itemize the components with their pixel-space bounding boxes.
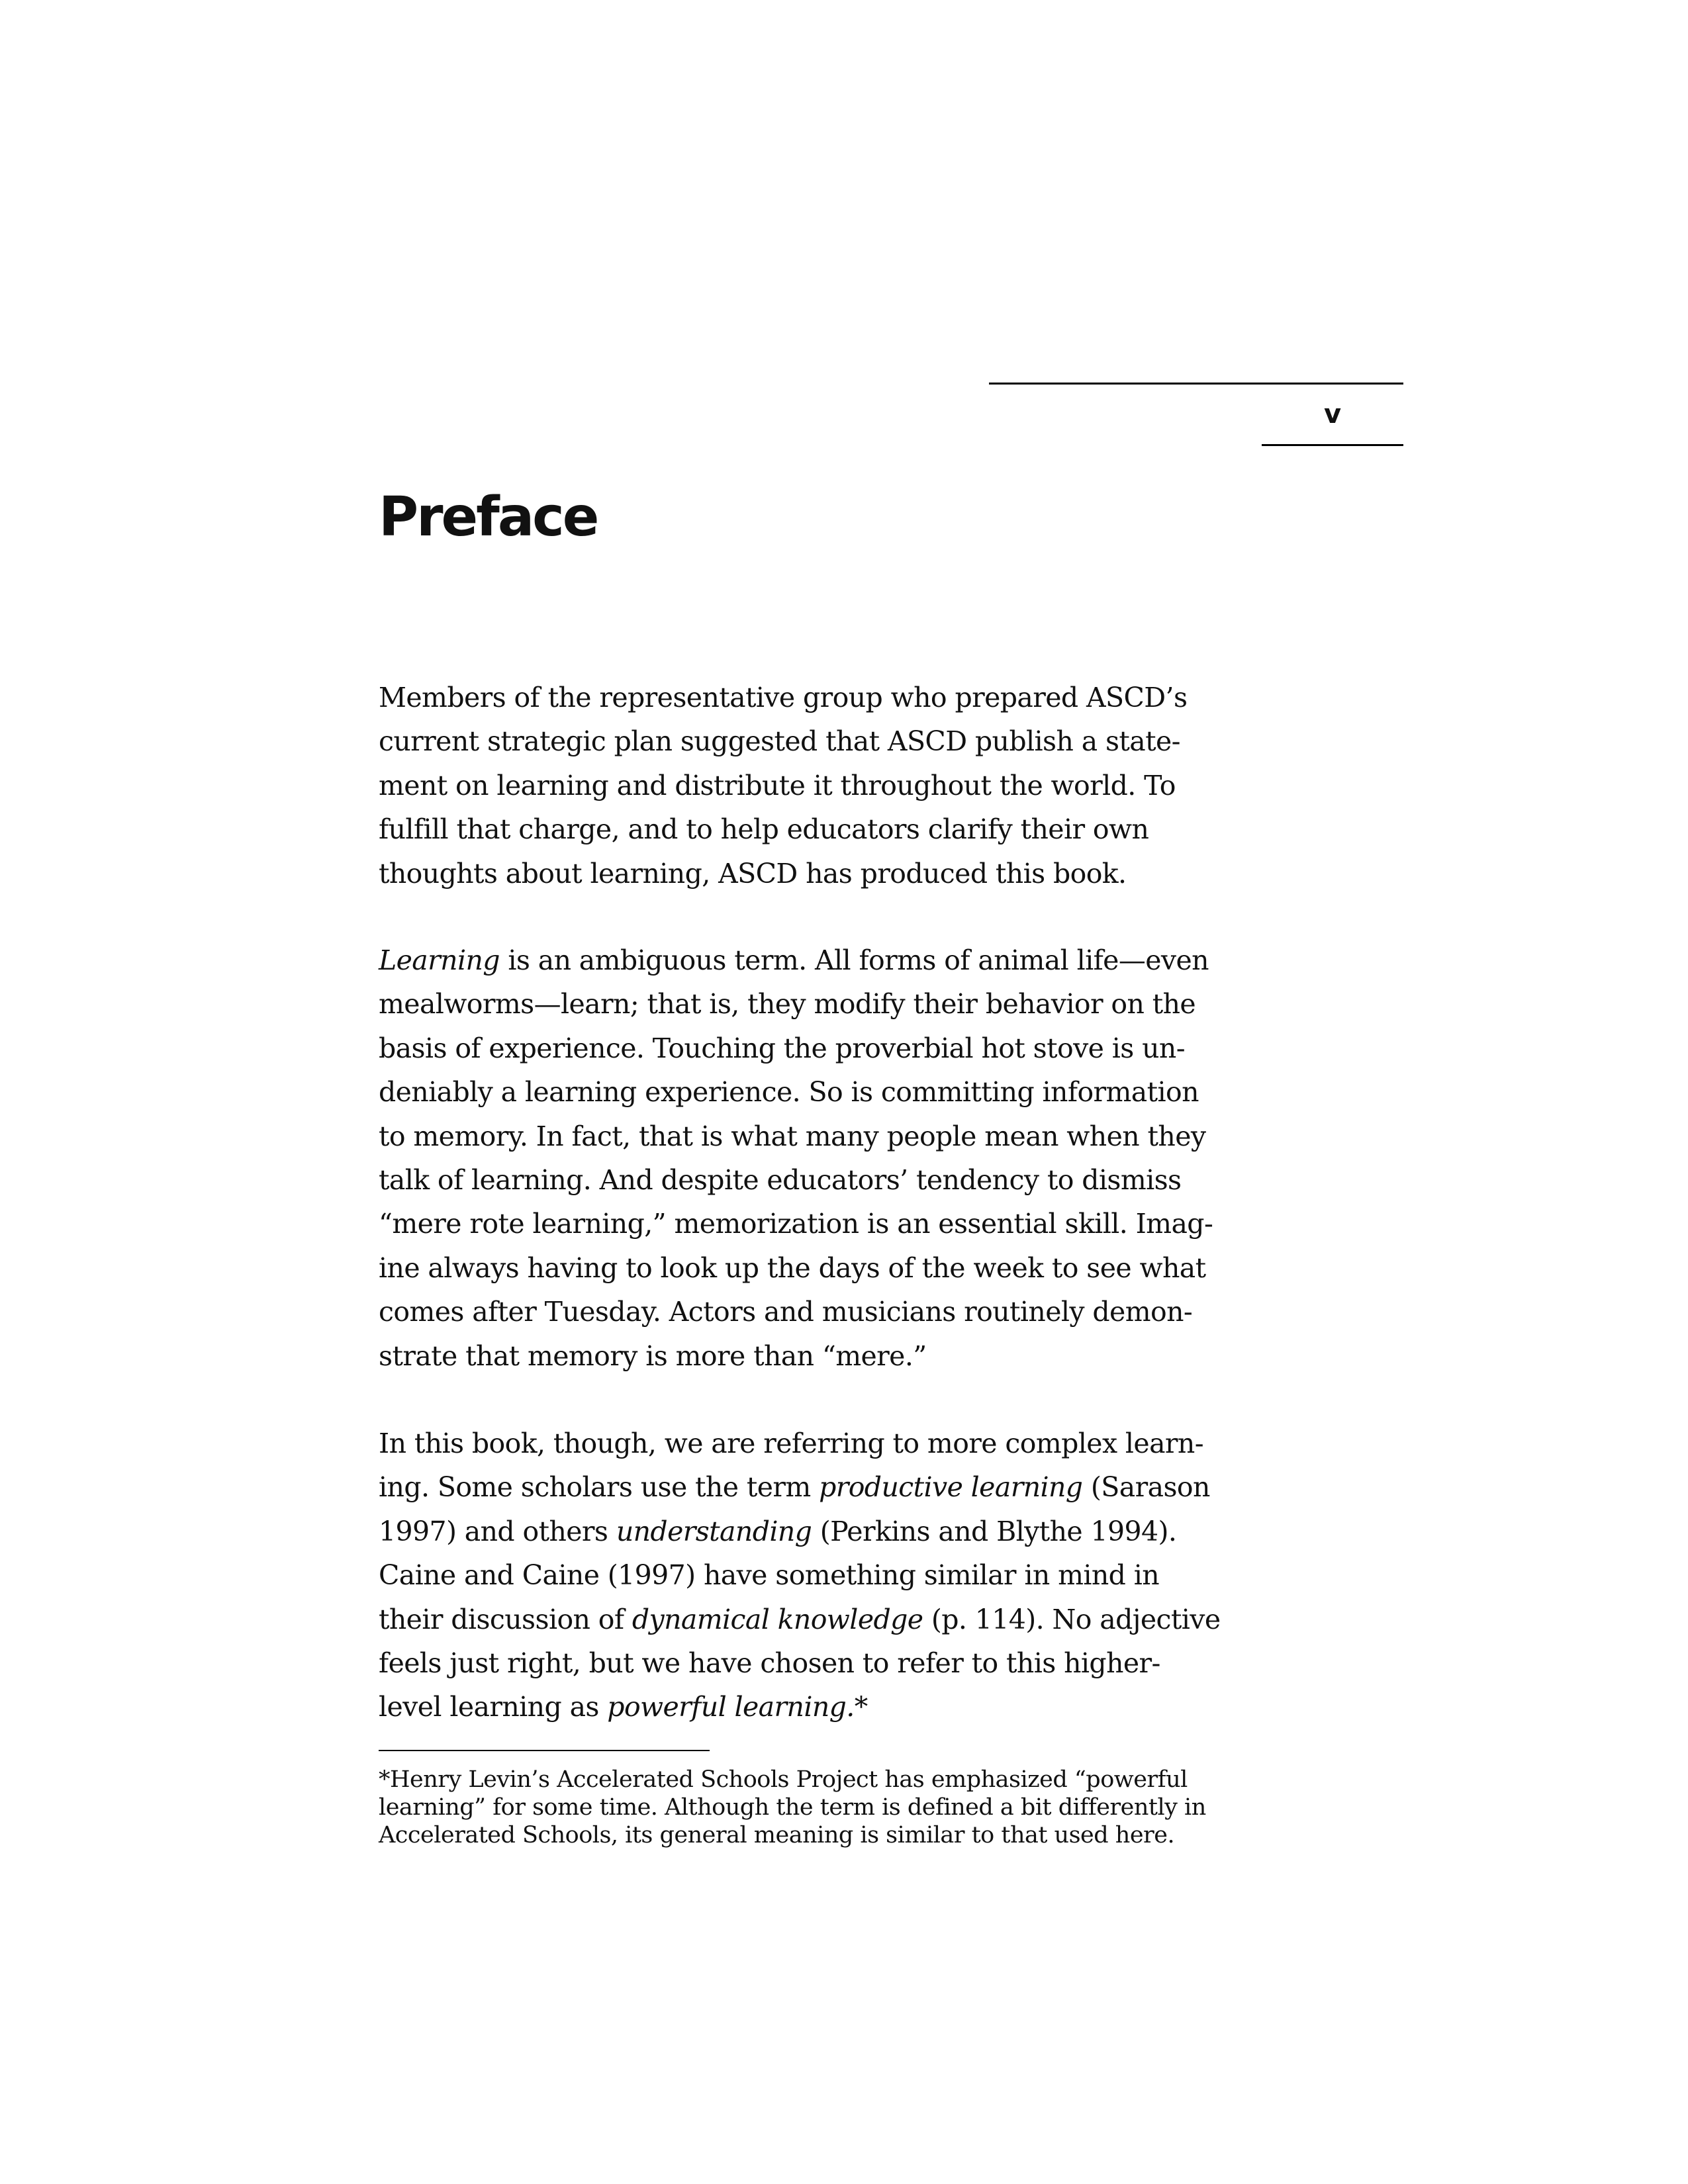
paragraph-line: basis of experience. Touching the proverbial hot stove is un-	[379, 1032, 1185, 1064]
line-text: ing. Some scholars use the term	[379, 1471, 820, 1504]
footnote-line: learning” for some time. Although the term is defined a bit differently in	[379, 1794, 1206, 1821]
paragraph-1	[379, 676, 1187, 895]
paragraph-line: talk of learning. And despite educators’ tendency to dismiss	[379, 1164, 1182, 1197]
paragraph-3	[379, 1422, 1221, 1729]
paragraph-line	[379, 1598, 1221, 1641]
line-text: level learning as	[379, 1691, 608, 1723]
paragraph-line	[379, 1510, 1221, 1553]
italic-term: understanding	[616, 1515, 812, 1547]
line-text: 1997) and others	[379, 1515, 616, 1547]
italic-term: powerful learning.	[607, 1691, 855, 1723]
paragraph-line: In this book, though, we are referring to more complex learn-	[379, 1428, 1203, 1459]
italic-term: productive learning	[819, 1471, 1083, 1504]
paragraph-line	[379, 938, 1213, 982]
footnote-line: Accelerated Schools, its general meaning is similar to that used here.	[379, 1822, 1175, 1848]
paragraph-line	[379, 1465, 1221, 1509]
line-text: is an ambiguous term. All forms of animal life—even	[499, 944, 1209, 976]
paragraph-2	[379, 938, 1213, 1378]
italic-term: dynamical knowledge	[632, 1603, 923, 1635]
paragraph-line: ine always having to look up the days of the week to see what	[379, 1251, 1206, 1284]
paragraph-line: mealworms—learn; that is, they modify their behavior on the	[379, 988, 1196, 1021]
header-rule-top	[989, 383, 1403, 385]
line-text: their discussion of	[379, 1603, 632, 1635]
paragraph-line: deniably a learning experience. So is committing information	[379, 1076, 1199, 1109]
header-rule-bottom	[1262, 444, 1403, 446]
footnote-line: *Henry Levin’s Accelerated Schools Project has emphasized “powerful	[379, 1766, 1188, 1793]
paragraph-line: Caine and Caine (1997) have something similar in mind in	[379, 1559, 1160, 1592]
italic-term: Learning	[379, 944, 500, 976]
line-text: (Perkins and Blythe 1994).	[812, 1515, 1177, 1547]
line-text: (p. 114). No adjective	[923, 1603, 1221, 1635]
paragraph-line: ment on learning and distribute it throughout the world. To	[379, 769, 1176, 801]
footnote	[379, 1766, 1206, 1849]
page-number: v	[1323, 399, 1342, 430]
line-text: (Sarason	[1082, 1471, 1210, 1504]
paragraph-line: thoughts about learning, ASCD has produced this book.	[379, 857, 1127, 889]
paragraph-line: “mere rote learning,” memorization is an essential skill. Imag-	[379, 1208, 1213, 1240]
footnote-separator	[379, 1750, 710, 1751]
paragraph-line: to memory. In fact, that is what many people mean when they	[379, 1120, 1206, 1152]
paragraph-line	[379, 1685, 1221, 1729]
paragraph-line: Members of the representative group who prepared ASCD’s	[379, 682, 1188, 713]
paragraph-line: feels just right, but we have chosen to refer to this higher-	[379, 1647, 1160, 1680]
paragraph-line: current strategic plan suggested that ASCD publish a state-	[379, 725, 1180, 758]
line-text: *	[854, 1691, 868, 1723]
paragraph-line: fulfill that charge, and to help educators clarify their own	[379, 813, 1149, 846]
page-title: Preface	[379, 486, 598, 549]
paragraph-line: strate that memory is more than “mere.”	[379, 1340, 927, 1372]
paragraph-line: comes after Tuesday. Actors and musicians routinely demon-	[379, 1296, 1193, 1328]
